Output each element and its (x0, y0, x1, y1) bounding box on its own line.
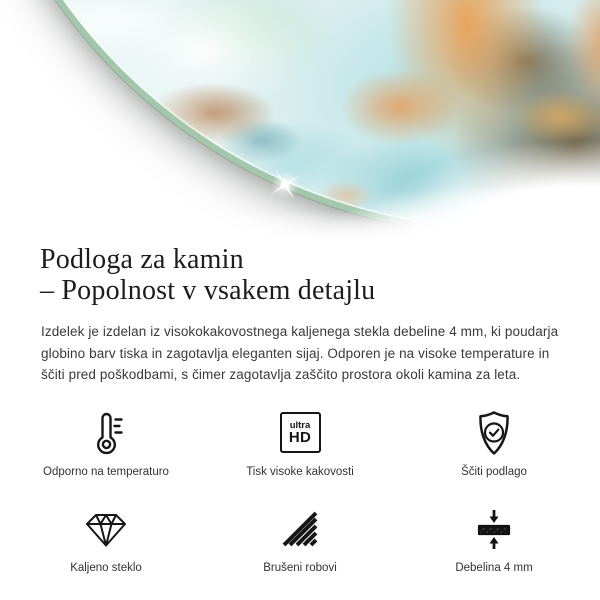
feature-tempered-glass (9, 505, 203, 574)
feature-label: Brušeni robovi (263, 561, 337, 574)
page-title (40, 244, 560, 306)
feature-label: Odporno na temperaturo (43, 465, 169, 478)
thermometer-heat-icon (84, 409, 128, 457)
page-title-line1: Podloga za kamin (40, 244, 244, 275)
feature-label: Debelina 4 mm (455, 561, 533, 574)
features-grid (9, 409, 600, 574)
page-title-line2: – Popolnost v vsakem detajlu (40, 275, 376, 306)
feature-label: Kaljeno steklo (70, 561, 142, 574)
thickness-compress-icon (472, 505, 516, 553)
feature-protects-base (397, 409, 591, 478)
ultra-hd-badge (280, 412, 321, 453)
shield-check-icon (472, 409, 516, 457)
feature-label: Ščiti podlago (461, 465, 527, 478)
polished-edge-icon (278, 505, 322, 553)
hero-image (0, 0, 600, 238)
feature-label: Tisk visoke kakovosti (246, 465, 354, 478)
product-description: Izdelek je izdelan iz visokokakovostnega kaljenega stekla debeline 4 mm, ki poudarja globino barv tiska in zagotavlja eleganten sijaj. Odporen je na visoke temperature in ščiti pred poškodbami, s čimer zagotavlja zaščito prostora okoli kamina za leta. (41, 324, 559, 382)
diamond-icon (83, 505, 129, 553)
glass-panel-photo (0, 0, 600, 235)
feature-polished-edges (203, 505, 397, 574)
ultra-hd-text-bottom: HD (288, 428, 312, 446)
ultra-hd-icon (280, 409, 321, 457)
ultra-hd-text-top: ultra (289, 419, 311, 431)
feature-temperature (9, 409, 203, 478)
feature-print-quality (203, 409, 397, 478)
feature-thickness (397, 505, 591, 574)
